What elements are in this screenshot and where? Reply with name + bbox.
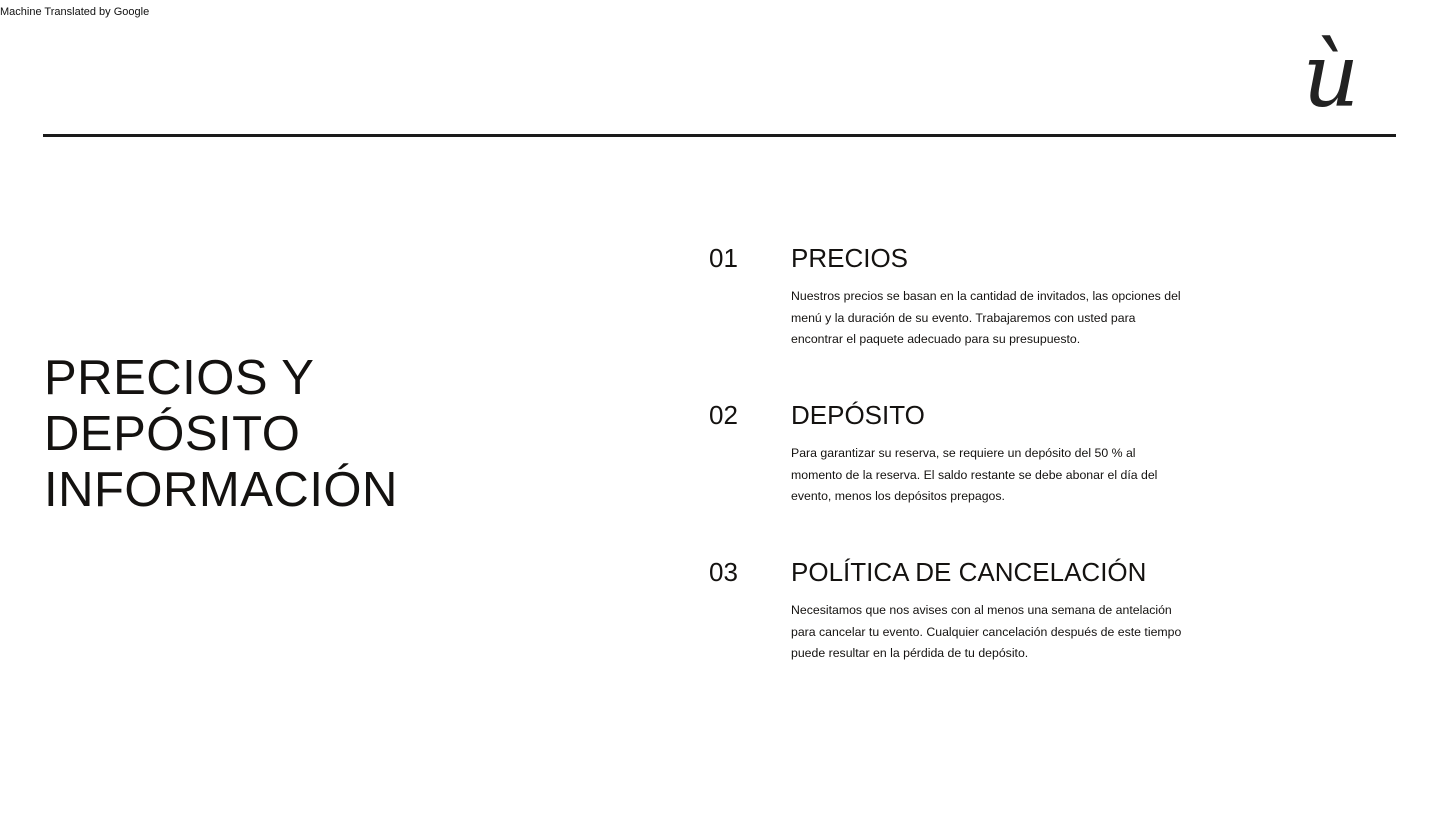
section-heading: POLÍTICA DE CANCELACIÓN [791,557,1147,587]
page-title-line-3: INFORMACIÓN [44,463,398,517]
section-body: Necesitamos que nos avises con al menos una semana de antelación para cancelar tu evento. Cualquier cancelación después de este tiempo puede resultar en la pérdida de tu depósito. [791,603,1182,661]
section-heading: DEPÓSITO [791,400,925,430]
section-heading: PRECIOS [791,243,909,273]
section-number: 02 [709,400,738,430]
page-title [44,350,398,518]
section-body: Nuestros precios se basan en la cantidad de invitados, las opciones del menú y la duración de su evento. Trabajaremos con usted para encontrar el paquete adecuado para su presupuesto. [791,289,1181,347]
page-title-line-2: DEPÓSITO [44,407,301,461]
brand-logo: ù [1302,24,1360,127]
section-number: 01 [709,243,738,273]
section-number: 03 [709,557,738,587]
page-title-line-1: PRECIOS Y [44,351,315,405]
header-divider [43,134,1396,137]
section-body: Para garantizar su reserva, se requiere un depósito del 50 % al momento de la reserva. El saldo restante se debe abonar el día del evento, menos los depósitos prepagos. [791,446,1158,504]
machine-translation-note: Machine Translated by Google [0,6,150,18]
